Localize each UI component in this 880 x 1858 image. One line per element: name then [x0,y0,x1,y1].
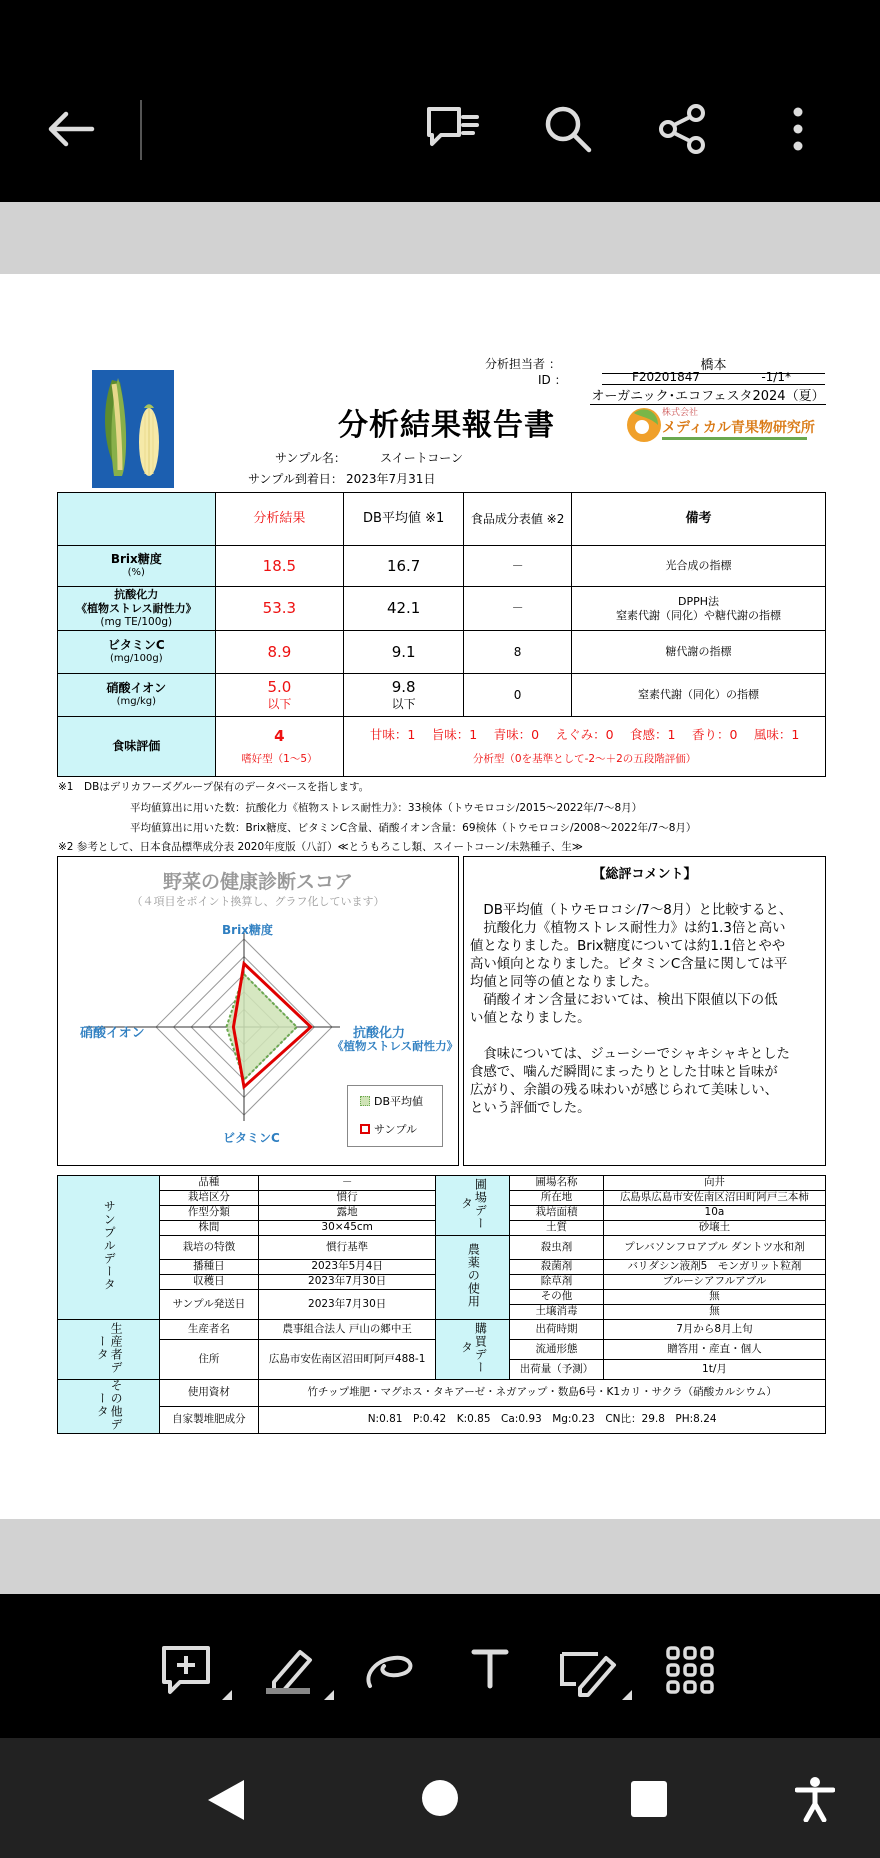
info-value: 慣行 [259,1191,436,1206]
info-value: 広島県広島市安佐南区沼田町阿戸三本柿 [603,1191,825,1206]
sample-name: スイートコーン [380,451,464,465]
info-key: 播種日 [159,1260,259,1275]
info-key: 収穫日 [159,1275,259,1290]
page-gutter-top [0,202,880,274]
comment-line: 値となりました。Brix糖度については約1.1倍とやや [470,939,786,954]
info-key: 住所 [159,1340,259,1380]
info-key: 出荷量（予測） [510,1360,604,1380]
info-value: 1t/月 [603,1360,825,1380]
comment-body [470,902,819,1118]
info-value: 7月から8月上旬 [603,1320,825,1340]
top-toolbar [0,60,880,202]
navigation-bar [0,1738,880,1858]
radar-legend [347,1085,443,1147]
sample-name-label: サンプル名： [275,451,346,465]
info-key: 使用資材 [159,1380,259,1407]
legend-db-swatch [360,1096,370,1106]
note-value: 窒素代謝（同化）の指標 [572,674,826,717]
search-icon[interactable] [540,101,596,157]
note-2: 平均値算出に用いた数：抗酸化力《植物ストレス耐性力》：33検体（トウモロコシ/2015～2022年/7～8月） [130,802,643,814]
info-value: － [259,1176,436,1191]
info-value: 砂壌土 [603,1221,825,1236]
note-1: ※1 DBはデリカフーズグループ保有のデータベースを指します。 [58,781,370,793]
legend-sample-swatch [360,1124,370,1134]
row-label: 抗酸化力 《植物ストレス耐性力》 (mg TE/100g) [58,587,216,631]
food-value: － [464,587,572,631]
info-key: 自家製堆肥成分 [159,1407,259,1434]
report-title: 分析結果報告書 [338,408,555,443]
comment-line: 抗酸化力《植物ストレス耐性力》は約1.3倍と高い [470,921,786,936]
table-row [58,1380,826,1407]
info-value: 竹チップ堆肥・マグホス・タキアーゼ・ネガアップ・数島6号・K1カリ・サクラ（硝酸カルシウム） [259,1380,826,1407]
info-value: バリダシン液剤5 モンガリット粒剤 [603,1260,825,1275]
id-label: ID ： [538,373,567,387]
info-key: サンプル発送日 [159,1290,259,1320]
note-value: 糖代謝の指標 [572,631,826,674]
legend-db-label: DB平均値 [374,1095,424,1108]
db-value: 9.8 以下 [344,674,464,717]
radar-axis-vitc: ビタミンC [223,1131,280,1145]
nav-recents-icon[interactable] [630,1780,668,1822]
table-row [58,1236,826,1260]
purchase-data-label-text: 購買データ [459,1321,488,1374]
nav-back-icon[interactable] [206,1778,246,1826]
info-key: 株間 [159,1221,259,1236]
company-logo-small: 株式会社 [662,408,699,418]
id-value: F20201847 [632,370,700,384]
logo-underline [662,437,807,440]
food-value: － [464,546,572,587]
highlighter-icon[interactable] [262,1644,336,1708]
arrival-label: サンプル到着日： [248,472,343,486]
info-key: 栽培区分 [159,1191,259,1206]
company-logo [622,403,815,447]
db-value: 9.1 [344,631,464,674]
comment-title: 【総評コメント】 [592,867,697,882]
toolbar-divider [140,100,142,160]
table-row [58,1320,826,1340]
back-arrow-icon[interactable] [42,101,98,157]
summary-comment-panel [463,856,826,1166]
more-vertical-icon[interactable] [770,101,826,157]
info-value: 向井 [603,1176,825,1191]
result-value: 18.5 [215,546,344,587]
producer-data-label-text: 生産者データ [95,1321,124,1374]
info-key: 流通形態 [510,1340,604,1360]
food-value: 8 [464,631,572,674]
producer-data-label [58,1320,160,1380]
other-data-label-text: その他データ [95,1378,124,1431]
analyst-label: 分析担当者 ： [485,357,561,371]
comment-line: DB平均値（トウモロコシ/7～8月）と比較すると、 [470,903,793,918]
info-key: 所在地 [510,1191,604,1206]
purchase-data-label [436,1320,510,1380]
info-key: 殺菌剤 [510,1260,604,1275]
note-value: 光合成の指標 [572,546,826,587]
result-value: 53.3 [215,587,344,631]
other-data-label [58,1380,160,1434]
field-data-label-text: 圃場データ [459,1177,488,1230]
info-key: 生産者名 [159,1320,259,1340]
field-data-label [436,1176,510,1236]
info-value: 10a [603,1206,825,1221]
radar-title: 野菜の健康診断スコア [162,871,353,893]
signature-icon[interactable] [558,1644,634,1708]
info-value: 2023年7月30日 [259,1290,436,1320]
table-row [58,1176,826,1191]
note-value: DPPH法 窒素代謝（同化）や糖代謝の指標 [572,587,826,631]
id-field [602,370,825,385]
info-value: 2023年7月30日 [259,1275,436,1290]
radar-axis-antioxidant-sub: 《植物ストレス耐性力》 [332,1039,459,1053]
share-icon[interactable] [654,101,710,157]
analyst-name: 橋本 [602,354,825,374]
comment-line: 高い傾向となりました。ビタミンC含量に関しては平 [470,957,788,972]
sample-photo [92,370,174,488]
info-value: 無 [603,1305,825,1320]
comment-line: 食感で、噛んだ瞬間にまったりとした甘味と旨味が [470,1065,778,1080]
info-key: 出荷時期 [510,1320,604,1340]
info-key: 圃場名称 [510,1176,604,1191]
radar-axis-antioxidant: 抗酸化力 [353,1026,406,1041]
header-blank [58,493,216,546]
result-value: 8.9 [215,631,344,674]
info-key: 殺虫剤 [510,1236,604,1260]
row-label: ビタミンC (mg/100g) [58,631,216,674]
arrival-date: 2023年7月31日 [346,472,436,486]
radar-series-db [226,974,296,1080]
header-db: DB平均値 ※1 [344,493,464,546]
header-food: 食品成分表値 ※2 [464,493,572,546]
radar-chart-panel [57,856,459,1166]
info-value: 農事組合法人 戸山の郷中王 [259,1320,436,1340]
info-value: ブルーシアフルアブル [603,1275,825,1290]
table-row [58,587,826,631]
table-row [58,546,826,587]
note-3: 平均値算出に用いた数：Brix糖度、ビタミンC含量、硝酸イオン含量：69検体（トウモロコシ/2008～2022年/7～8月） [130,822,697,834]
company-name: メディカル青果物研究所 [662,420,815,436]
db-value: 16.7 [344,546,464,587]
comment-line: 広がり、余韻の残る味わいが感じられて美味しい、 [470,1083,778,1098]
comment-line [470,1028,819,1046]
comment-line: 均値と同等の値となりました。 [470,975,658,990]
pesticide-label [436,1236,510,1320]
info-value: 無 [603,1290,825,1305]
info-key: その他 [510,1290,604,1305]
taste-row [58,717,826,777]
info-key: 品種 [159,1176,259,1191]
info-value: 2023年5月4日 [259,1260,436,1275]
taste-score: 4 嗜好型（1～5） [215,717,344,777]
legend-sample-label: サンプル [374,1123,418,1136]
table-row [58,674,826,717]
taste-label: 食味評価 [58,717,216,777]
taste-analysis: 甘味：1 旨味：1 青味：0 えぐみ：0 食感：1 香り：0 風味：1 分析型（0を基準として-2～＋2の五段階評価） [344,717,826,777]
info-value: N:0.81 P:0.42 K:0.85 Ca:0.93 Mg:0.23 CN比：29.8 PH:8.24 [259,1407,826,1434]
header-result: 分析結果 [215,493,344,546]
info-key: 土壌消毒 [510,1305,604,1320]
info-key: 栽培の特徴 [159,1236,259,1260]
comment-line: 硝酸イオン含量においては、検出下限値以下の低 [470,993,778,1008]
info-key: 除草剤 [510,1275,604,1290]
info-key: 作型分類 [159,1206,259,1221]
results-table [57,492,826,777]
info-value: 贈答用・産直・個人 [603,1340,825,1360]
grid-menu-icon[interactable] [666,1646,714,1698]
text-tool-icon[interactable] [470,1646,510,1694]
accessibility-icon[interactable] [795,1776,835,1826]
page-gutter-bottom [0,1519,880,1594]
info-value: 慣行基準 [259,1236,436,1260]
comment-list-icon[interactable] [425,101,481,157]
info-value: 広島市安佐南区沼田町阿戸488-1 [259,1340,436,1380]
info-value: 30×45cm [259,1221,436,1236]
comment-line: という評価でした。 [470,1101,591,1116]
note-4: ※2 参考として、日本食品標準成分表 2020年度版（八訂）≪とうもろこし類、スイートコーン/未熟種子、生≫ [58,841,583,853]
pdf-page[interactable] [0,274,880,1519]
table-row [58,631,826,674]
comment-line: い値となりました。 [470,1011,591,1026]
pesticide-label-text: 農薬の使用 [466,1243,481,1309]
result-value: 5.0 以下 [215,674,344,717]
radar-subtitle: （４項目をポイント換算し、グラフ化しています） [131,895,385,908]
radar-axis-brix: Brix糖度 [222,923,273,937]
food-value: 0 [464,674,572,717]
status-bar [0,0,880,60]
info-key: 栽培面積 [510,1206,604,1221]
nav-home-icon[interactable] [420,1778,460,1822]
info-key: 土質 [510,1221,604,1236]
id-suffix: -1/1* [761,370,791,384]
row-label: 硝酸イオン (mg/kg) [58,674,216,717]
db-value: 42.1 [344,587,464,631]
event-name: オーガニック･エコフェスタ2024（夏） [590,385,826,405]
header-note: 備考 [572,493,826,546]
radar-axis-nitrate: 硝酸イオン [80,1026,145,1041]
table-row [58,1407,826,1434]
freehand-draw-icon[interactable] [362,1648,418,1696]
info-table [57,1175,826,1434]
info-value: 露地 [259,1206,436,1221]
annotation-toolbar [0,1594,880,1738]
add-comment-icon[interactable] [160,1644,234,1708]
sample-data-label [58,1176,160,1320]
row-label: Brix糖度 (%) [58,546,216,587]
sample-data-label-text: サンプルデータ [102,1200,117,1292]
info-value: プレバソンフロアブル ダントツ水和剤 [603,1236,825,1260]
comment-line: 食味については、ジューシーでシャキシャキとした [470,1047,790,1062]
